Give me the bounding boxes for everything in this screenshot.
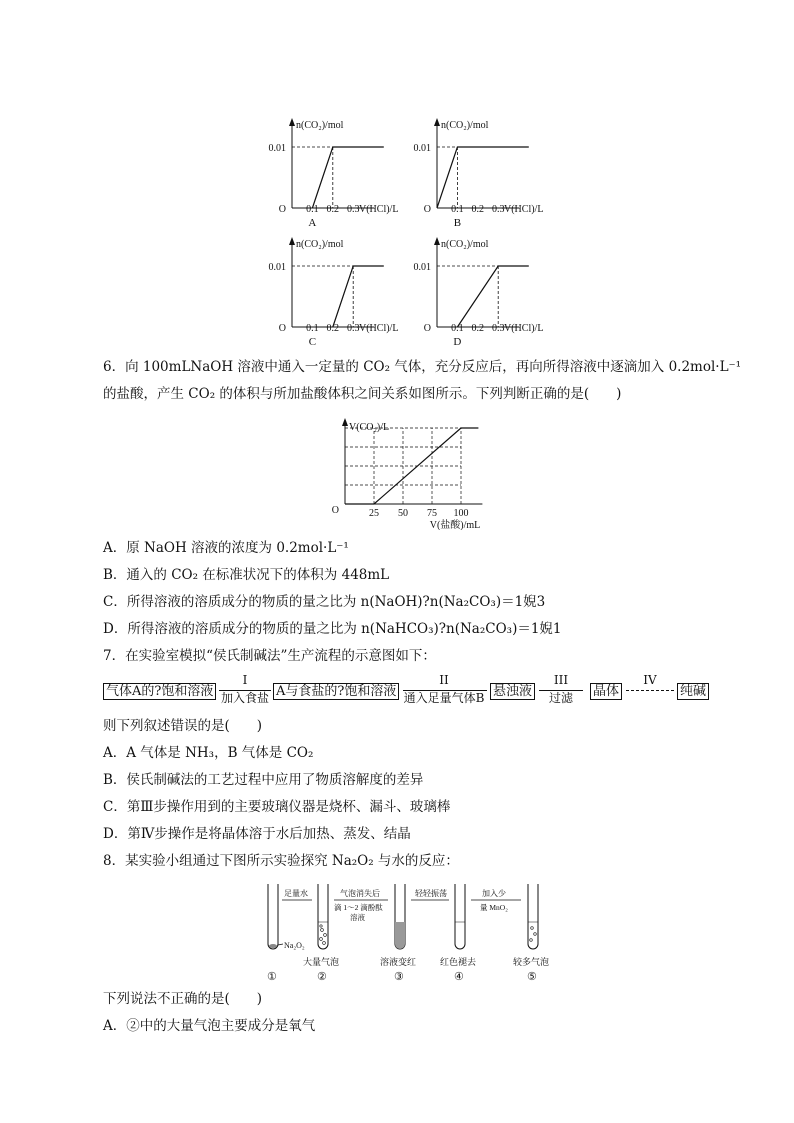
x-tick-label: 0.1 [451,323,464,334]
graph-letter: C [308,336,317,345]
q6-option-c: C．所得溶液的溶质成分的物质的量之比为 n(NaOH)?n(Na₂CO₃)＝1婗3 [103,594,546,610]
arrow-4-below: 量 MnO₂ [480,903,508,912]
x-tick-label: 100 [453,508,469,519]
x-tick-label: 0.3 [346,204,360,215]
tube-5-number: ⑤ [527,971,537,983]
flow-arrow-4 [626,690,674,691]
q7-after: 则下列叙述错误的是( ) [103,718,263,734]
q6-stem-line2: 的盐酸，产生 CO₂ 的体积与所加盐酸体积之间关系如图所示。下列判断正确的是( ) [103,386,622,402]
x-tick-label: 75 [427,508,437,519]
origin-label: O [423,323,431,334]
arrow-1-label: 足量水 [284,889,308,898]
tube-1 [268,884,278,949]
co2-curve [437,147,529,208]
q6-option-a: A．原 NaOH 溶液的浓度为 0.2mol·L⁻¹ [103,540,349,556]
option-graphs [0,0,794,345]
arrow-2-below-2: 溶液 [350,913,365,922]
y-axis-label: V(CO₂)/L [349,422,390,433]
x-tick-label: 0.1 [306,204,319,215]
flow-step3-bottom: 过滤 [548,691,573,705]
x-axis-label: V(HCl)/L [359,323,399,334]
y-axis-label: n(CO₂)/mol [296,120,344,131]
x-axis-label: V(HCl)/L [359,204,399,215]
graph-d [414,237,544,345]
y-axis-label: n(CO₂)/mol [441,239,489,250]
arrow-2-label: 气泡消失后 [340,889,380,898]
q6-option-b: B．通入的 CO₂ 在标准状况下的体积为 448mL [103,567,390,583]
y-axis-arrow [289,118,295,126]
flow-box-2: A与食盐的?饱和溶液 [273,683,399,700]
tube-2-number: ② [317,971,327,983]
tube-5 [528,884,538,949]
q6-stem-line1: 6．向 100mLNaOH 溶液中通入一定量的 CO₂ 气体，充分反应后，再向所得溶液中逐滴加入 0.2mol·L⁻¹ [103,359,742,375]
y-axis-label: n(CO₂)/mol [296,239,344,250]
q7-option-b: B．侯氏制碱法的工艺过程中应用了物质溶解度的差异 [103,772,424,788]
co2-curve [457,266,528,327]
arrow-2-below-1: 滴 1～2 滴酚酞 [334,903,383,912]
x-tick-label: 50 [398,508,408,519]
q8-option-a: A．②中的大量气泡主要成分是氧气 [103,1018,316,1034]
co2-curve [333,266,384,327]
q7-option-c: C．第Ⅲ步操作用到的主要玻璃仪器是烧杯、漏斗、玻璃棒 [103,799,451,815]
flow-step1-bottom: 加入食盐 [220,691,269,705]
flow-step4-top: IV [643,673,657,687]
flow-box-5: 纯碱 [677,683,709,700]
x-tick-label: 0.3 [491,323,505,334]
q8-experiment-diagram [250,878,570,988]
tube-4 [455,884,465,949]
q7-flowchart [103,673,723,713]
x-axis-label: V(HCl)/L [504,204,544,215]
x-tick-label: 0.1 [306,323,319,334]
flow-step2-bottom: 通入足量气体B [403,691,485,705]
x-axis-label: V(盐酸)/mL [429,520,481,530]
x-tick-label: 0.1 [451,204,464,215]
x-tick-label: 0.2 [326,204,340,215]
tube-3-number: ③ [394,971,404,983]
origin-label: O [331,505,339,516]
q7-option-d: D．第Ⅳ步操作是将晶体溶于水后加热、蒸发、结晶 [103,826,411,842]
y-axis-arrow [289,237,295,245]
x-tick-label: 0.2 [471,204,485,215]
x-tick-label: 0.2 [471,323,485,334]
x-tick-label: 25 [369,508,379,519]
flow-box-4: 晶体 [590,683,622,700]
tube-4-number: ④ [454,971,464,983]
q8-after: 下列说法不正确的是( ) [103,991,263,1007]
origin-label: O [278,204,286,215]
x-tick-label: 0.2 [326,323,340,334]
tube-2 [318,884,328,949]
y-axis-arrow [434,237,440,245]
x-tick-label: 0.3 [491,204,505,215]
q8-stem: 8．某实验小组通过下图所示实验探究 Na₂O₂ 与水的反应： [103,853,459,869]
graph-letter: A [308,217,317,229]
graph-letter: D [453,336,462,345]
arrow-4-label: 加入少 [482,889,506,898]
y-tick-label: 0.01 [413,143,431,154]
q6-chart [330,412,490,530]
graph-c [269,237,399,345]
y-axis-arrow [434,118,440,126]
tube-3-caption: 溶液变红 [380,957,417,967]
tube-2-caption: 大量气泡 [303,957,340,967]
origin-label: O [423,204,431,215]
tube-1-number: ① [267,971,277,983]
y-tick-label: 0.01 [268,262,286,273]
x-axis-label: V(HCl)/L [504,323,544,334]
flow-step1-top: I [242,673,248,687]
flow-box-1: 气体A的?饱和溶液 [103,683,216,700]
arrow-3-label: 轻轻振荡 [415,889,447,898]
q7-stem: 7．在实验室模拟“侯氏制碱法”生产流程的示意图如下： [103,648,436,664]
flow-step3-top: III [553,673,569,687]
y-tick-label: 0.01 [413,262,431,273]
y-axis-arrow [342,418,348,426]
y-axis-label: n(CO₂)/mol [441,120,489,131]
origin-label: O [278,323,286,334]
tube-5-caption: 较多气泡 [513,957,550,967]
q7-option-a: A．A 气体是 NH₃，B 气体是 CO₂ [103,745,314,761]
flow-step2-top: II [439,673,449,687]
co2-curve [312,147,383,208]
y-tick-label: 0.01 [268,143,286,154]
graph-letter: B [453,217,462,229]
graph-a [269,118,399,229]
graph-b [414,118,544,229]
reagent-na2o2: Na₂O₂ [284,941,305,950]
tube-3 [395,884,405,949]
x-tick-label: 0.3 [346,323,360,334]
q6-option-d: D．所得溶液的溶质成分的物质的量之比为 n(NaHCO₃)?n(Na₂CO₃)＝1婗1 [103,621,562,637]
flow-box-3: 悬浊液 [490,683,535,700]
tube-4-caption: 红色褪去 [440,957,477,967]
